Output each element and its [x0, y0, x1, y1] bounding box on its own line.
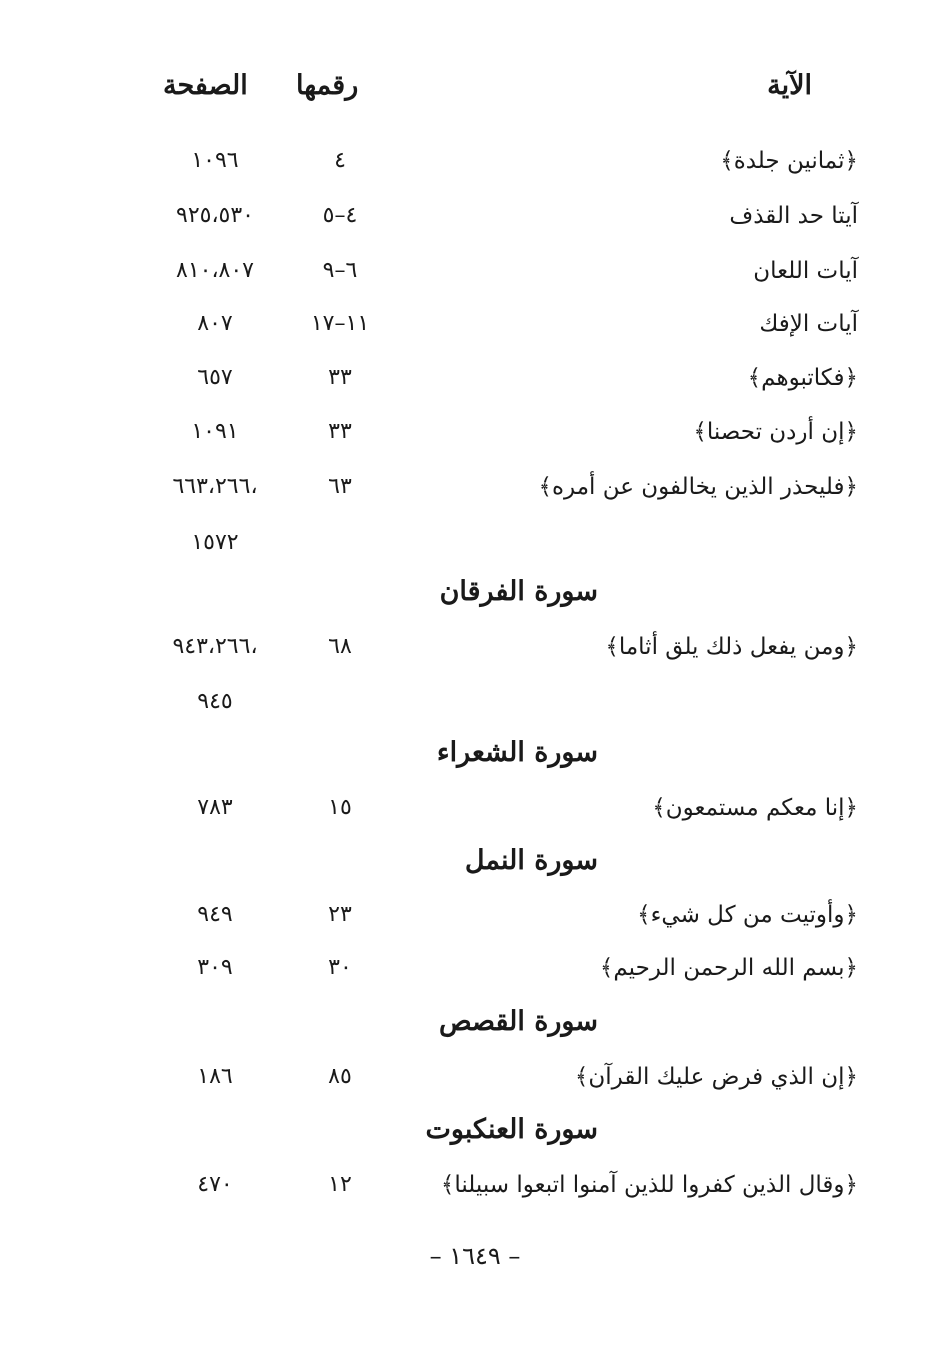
- ornament-open: ﴿: [844, 474, 858, 500]
- verse-text: آيتا حد القذف: [729, 203, 858, 229]
- page-reference: ٧٨٣: [197, 795, 233, 820]
- verse-number: ٣٣: [328, 365, 352, 390]
- ornament-open: ﴿: [844, 1064, 858, 1090]
- table-row: [0, 148, 950, 188]
- page-reference: ١٠٩٦: [191, 148, 239, 173]
- page-reference: ٤٧٠: [197, 1172, 233, 1197]
- page-reference: ٦٦٣،٢٦٦،: [172, 474, 258, 499]
- page-number: – ١٦٤٩ –: [429, 1242, 521, 1270]
- ornament-open: ﴿: [844, 365, 858, 391]
- ornament-open: ﴿: [844, 955, 858, 981]
- verse-text: ﴿فليحذر الذين يخالفون عن أمره﴾: [538, 474, 858, 500]
- verse-number: ٦٨: [328, 634, 352, 659]
- table-row: [0, 634, 950, 674]
- ornament-open: ﴿: [844, 902, 858, 928]
- ornament-close: ﴾: [747, 365, 762, 391]
- table-row: [0, 795, 950, 835]
- verse-number: ١٥: [328, 795, 352, 820]
- verse-number: ٤: [334, 148, 346, 173]
- verse-number: ٤–٥: [322, 203, 358, 228]
- ornament-open: ﴿: [844, 148, 858, 174]
- verse-text: ﴿إن الذي فرض عليك القرآن﴾: [574, 1064, 858, 1090]
- table-row: [0, 419, 950, 459]
- table-row: [0, 474, 950, 514]
- page-reference: ٨١٠،٨٠٧: [176, 258, 254, 283]
- table-row: [0, 311, 950, 351]
- verse-number: ٦٣: [328, 474, 352, 499]
- verse-text: آيات اللعان: [753, 258, 858, 284]
- ornament-open: ﴿: [844, 634, 858, 660]
- page-reference: ١٥٧٢: [191, 530, 239, 555]
- page-reference: ٩٢٥،٥٣٠: [176, 203, 254, 228]
- ornament-close: ﴾: [693, 419, 707, 445]
- verse-text: ﴿وأوتيت من كل شيء﴾: [637, 902, 858, 928]
- header-number: رقمها: [296, 70, 359, 101]
- table-row: [0, 1064, 950, 1104]
- page-reference: ٩٤٥: [197, 689, 233, 714]
- verse-text: آيات الإفك: [759, 311, 858, 337]
- verse-text: ﴿فكاتبوهم﴾: [747, 365, 858, 391]
- table-row-continuation: [0, 689, 950, 729]
- table-row: [0, 203, 950, 243]
- surah-title: سورة العنكبوت: [425, 1114, 598, 1145]
- verse-number: ٢٣: [328, 902, 352, 927]
- ornament-close: ﴾: [652, 795, 666, 821]
- ornament-close: ﴾: [637, 902, 651, 928]
- table-row: [0, 902, 950, 942]
- table-row: [0, 365, 950, 405]
- ornament-close: ﴾: [599, 955, 614, 981]
- verse-number: ٣٠: [328, 955, 352, 980]
- page-reference: ٩٤٣،٢٦٦،: [172, 634, 258, 659]
- table-row: [0, 1172, 950, 1212]
- ornament-open: ﴿: [844, 1172, 858, 1198]
- verse-text: ﴿بسم الله الرحمن الرحيم﴾: [599, 955, 858, 981]
- table-row: [0, 258, 950, 298]
- verse-text: ﴿إنا معكم مستمعون﴾: [652, 795, 858, 821]
- surah-title: سورة النمل: [464, 845, 598, 876]
- ornament-open: ﴿: [844, 419, 858, 445]
- table-row: [0, 955, 950, 995]
- ornament-close: ﴾: [538, 474, 552, 500]
- ornament-close: ﴾: [574, 1064, 589, 1090]
- ornament-close: ﴾: [605, 634, 619, 660]
- verse-text: ﴿ومن يفعل ذلك يلق أثاما﴾: [605, 634, 858, 660]
- surah-title: سورة القصص: [438, 1006, 598, 1037]
- page-reference: ٦٥٧: [197, 365, 233, 390]
- surah-title: سورة الشعراء: [436, 737, 598, 768]
- verse-number: ١١–١٧: [310, 311, 370, 336]
- page-reference: ١٠٩١: [191, 419, 239, 444]
- header-page: الصفحة: [163, 70, 248, 101]
- table-row-continuation: [0, 530, 950, 570]
- page-reference: ٩٤٩: [197, 902, 233, 927]
- ornament-close: ﴾: [440, 1172, 455, 1198]
- verse-text: ﴿وقال الذين كفروا للذين آمنوا اتبعوا سبيلنا﴾: [440, 1172, 858, 1198]
- ornament-close: ﴾: [720, 148, 734, 174]
- page-reference: ٣٠٩: [197, 955, 233, 980]
- surah-title: سورة الفرقان: [439, 576, 598, 607]
- verse-number: ٦–٩: [322, 258, 358, 283]
- verse-number: ٣٣: [328, 419, 352, 444]
- verse-number: ٨٥: [328, 1064, 352, 1089]
- ornament-open: ﴿: [844, 795, 858, 821]
- verse-text: ﴿ثمانين جلدة﴾: [720, 148, 858, 174]
- verse-number: ١٢: [328, 1172, 352, 1197]
- header-verse: الآية: [767, 70, 812, 101]
- page-reference: ٨٠٧: [197, 311, 233, 336]
- verse-text: ﴿إن أردن تحصنا﴾: [693, 419, 858, 445]
- page-reference: ١٨٦: [197, 1064, 233, 1089]
